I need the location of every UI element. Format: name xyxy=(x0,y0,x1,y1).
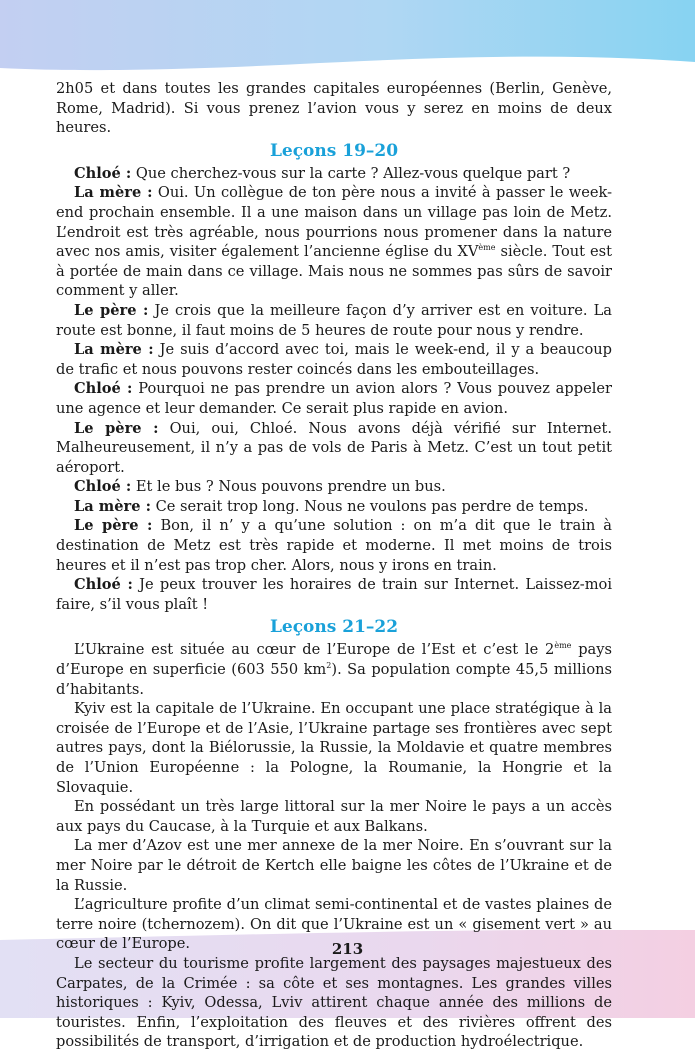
dialogue-line xyxy=(56,516,612,575)
speaker-label: Chloé : xyxy=(74,164,132,182)
text-paragraph: L’agriculture profite d’un climat semi-continental et de vastes plaines de terre noire (tchernozem). On dit que l’Ukraine est un « gisement vert » au cœur de l’Europe. xyxy=(56,896,612,953)
dialogue-text: Oui, oui, Chloé. Nous avons déjà vérifié sur Internet. Malheureusement, il n’y a pas de vols de Paris à Metz. C’est un tout petit aéroport. xyxy=(56,419,613,476)
speaker-label: Chloé : xyxy=(74,478,132,496)
dialogue-text: Et le bus ? Nous pouvons prendre un bus. xyxy=(131,478,446,496)
dialogue-line xyxy=(56,340,612,379)
speaker-label: La mère : xyxy=(74,497,151,515)
paragraph-text: ). Sa population compte 45,5 millions d’habitants. xyxy=(56,661,612,698)
paragraph-text: L’Ukraine est située au cœur de l’Europe de l’Est et c’est le 2 xyxy=(74,641,555,659)
paragraph-text: pays d’Europe en superficie (603 550 km xyxy=(56,641,612,679)
dialogue-line xyxy=(56,183,612,301)
dialogue-line xyxy=(56,379,612,418)
text-paragraph: Le secteur du tourisme profite largement des paysages majestueux des Carpates, de la Crimée : sa côte et ses montagnes. Les grandes villes historiques : Kyiv, Odessa, Lviv attirent chaque année des millions de touristes. Enfin, l’exploitation des fleuves et des rivières offrent des possibilités de transport, d’irrigation et de production hydroélectrique. xyxy=(56,954,612,1051)
dialogue-text: Que cherchez-vous sur la carte ? Allez-vous quelque part ? xyxy=(131,164,571,182)
speaker-label: La mère : xyxy=(74,341,154,359)
dialogue-line xyxy=(56,301,612,340)
text-paragraph: La mer d’Azov est une mer annexe de la mer Noire. En s’ouvrant sur la mer Noire par le détroit de Kertch elle baigne les côtes de l’Ukraine et de la Russie. xyxy=(56,837,612,894)
dialogue-line xyxy=(56,164,612,184)
dialogue-line xyxy=(56,477,612,497)
speaker-label: Le père : xyxy=(74,301,149,319)
dialogue-text: Je peux trouver les horaires de train sur Internet. Laissez-moi faire, s’il vous plaît ! xyxy=(56,576,612,613)
page-content xyxy=(56,79,612,1052)
lesson-21-22-heading: Leçons 21–22 xyxy=(269,617,399,638)
top-decorative-band xyxy=(0,0,695,80)
page-number: 213 xyxy=(331,940,364,958)
intro-paragraph: 2h05 et dans toutes les grandes capitales européennes (Berlin, Genève, Rome, Madrid). Si vous prenez l’avion vous y serez en moins de deux heures. xyxy=(56,80,612,137)
dialogue-text: Pourquoi ne pas prendre un avion alors ? Vous pouvez appeler une agence et leur demander. Ce serait plus rapide en avion. xyxy=(56,380,612,417)
text-paragraph: En possédant un très large littoral sur la mer Noire le pays a un accès aux pays du Caucase, à la Turquie et aux Balkans. xyxy=(56,798,612,835)
speaker-label: Chloé : xyxy=(74,576,133,594)
superscript: 2 xyxy=(326,661,332,671)
text-paragraph: Kyiv est la capitale de l’Ukraine. En occupant une place stratégique à la croisée de l’Europe et de l’Asie, l’Ukraine partage ses frontières avec sept autres pays, dont la Biélorussie, la Russie, la Moldavie et quatre membres de l’Union Européenne : la Pologne, la Roumanie, la Hongrie et la Slovaquie. xyxy=(56,700,612,796)
speaker-label: Chloé : xyxy=(74,380,133,398)
superscript: ème xyxy=(478,243,496,253)
dialogue-line xyxy=(56,575,612,614)
speaker-label: La mère : xyxy=(74,184,153,202)
dialogue-text: siècle. Tout est à portée de main dans ce village. Mais nous ne sommes pas sûrs de savoir comment y aller. xyxy=(56,243,612,300)
dialogue-text: Je crois que la meilleure façon d’y arriver est en voiture. La route est bonne, il faut moins de 5 heures de route pour nous y rendre. xyxy=(56,301,612,339)
dialogue-line xyxy=(56,419,612,478)
dialogue-text: Je suis d’accord avec toi, mais le week-end, il y a beaucoup de trafic et nous pouvons rester coincés dans les embouteillages. xyxy=(56,341,613,378)
dialogue-text: Bon, il n’ y a qu’une solution : on m’a dit que le train à destination de Metz est très rapide et moderne. Il met moins de trois heures et il n’est pas trop cher. Alors, nous y irons en train. xyxy=(56,517,613,574)
lesson-19-20-heading: Leçons 19–20 xyxy=(269,140,399,161)
text-paragraph xyxy=(56,640,612,699)
dialogue-text: Ce serait trop long. Nous ne voulons pas perdre de temps. xyxy=(150,497,589,515)
speaker-label: Le père : xyxy=(74,517,153,535)
speaker-label: Le père : xyxy=(74,419,159,437)
superscript: ème xyxy=(554,641,572,651)
dialogue-text: Oui. Un collègue de ton père nous a invité à passer le week-end prochain ensemble. Il a une maison dans un village pas loin de Metz. L’endroit est très agréable, nous pourrions nous promener dans la nature avec nos amis, visiter également l’ancienne église du XV xyxy=(56,184,612,261)
dialogue-line xyxy=(56,497,612,517)
